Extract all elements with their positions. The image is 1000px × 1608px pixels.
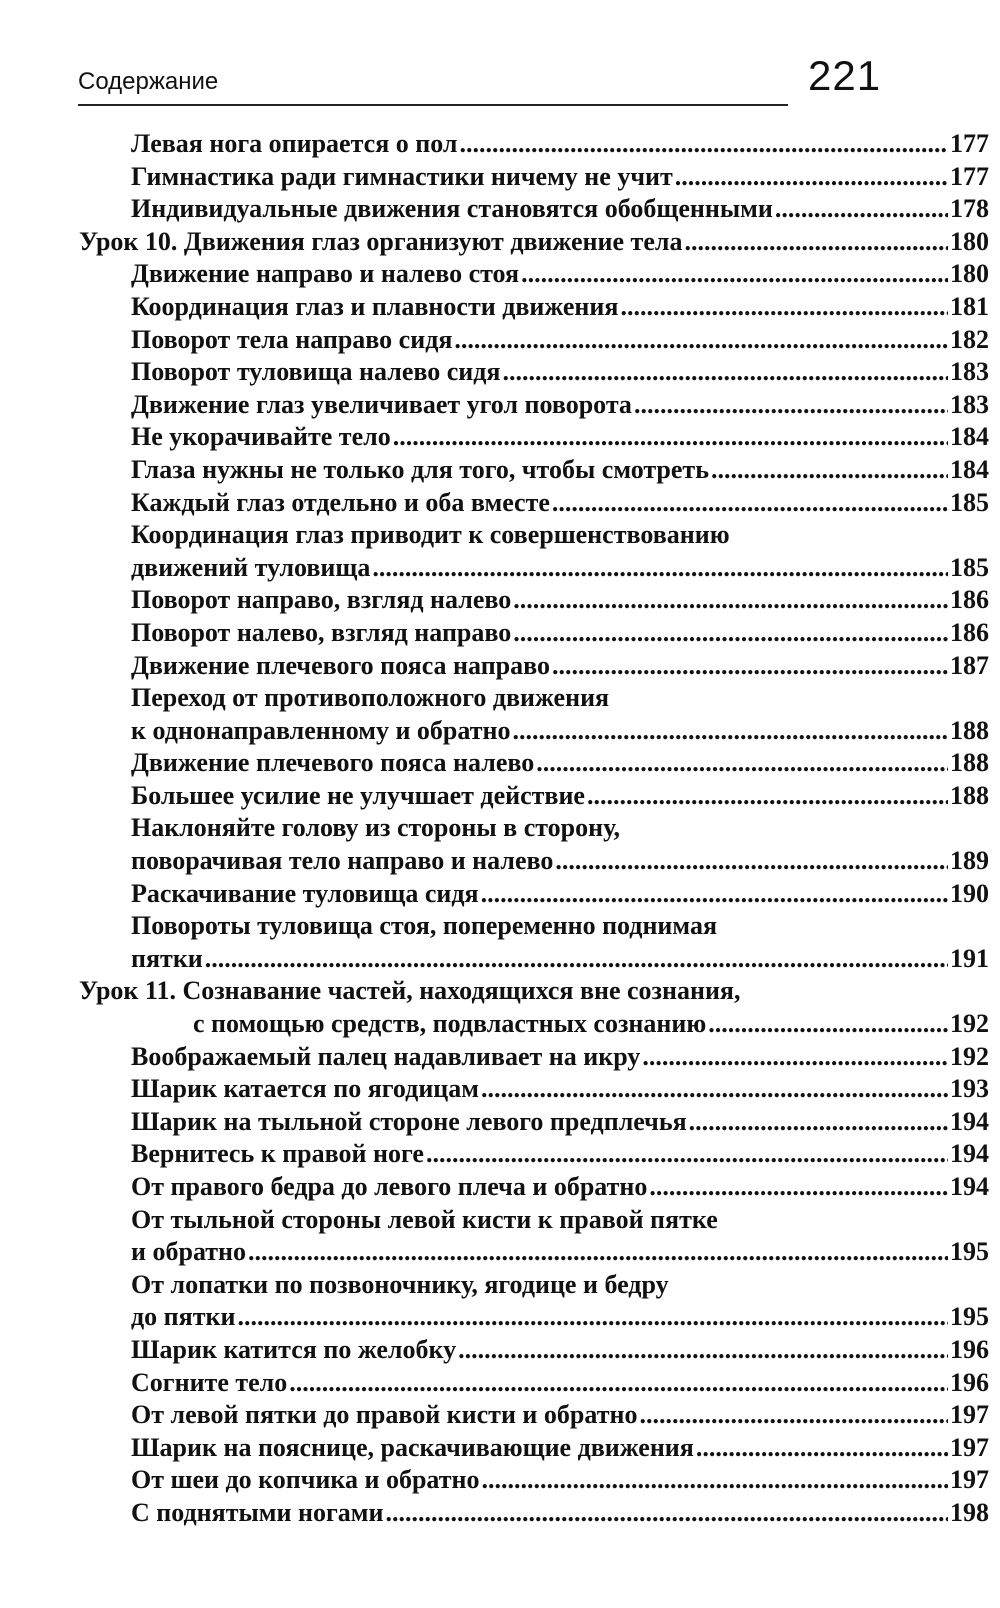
dot-leader bbox=[237, 1301, 948, 1334]
dot-leader bbox=[481, 1073, 948, 1106]
toc-entry-page: 180 bbox=[950, 226, 989, 256]
dot-leader bbox=[642, 1041, 948, 1074]
toc-entry-page: 189 bbox=[950, 846, 989, 876]
toc-entry bbox=[0, 1138, 1000, 1171]
toc-entry-page: 188 bbox=[950, 715, 989, 745]
toc-entry bbox=[0, 193, 1000, 226]
toc-entry-page: 184 bbox=[950, 422, 989, 452]
dot-leader bbox=[248, 1236, 948, 1269]
toc-entry-page: 188 bbox=[950, 748, 989, 778]
toc-entry-page: 196 bbox=[950, 1367, 989, 1397]
running-header bbox=[78, 52, 788, 106]
toc-entry-title: до пятки bbox=[131, 1302, 236, 1332]
toc-entry-title: Большее усилие не улучшает действие bbox=[131, 780, 585, 810]
dot-leader bbox=[513, 584, 948, 617]
toc-entry-page: 181 bbox=[950, 291, 989, 321]
toc-entry-title: С поднятыми ногами bbox=[131, 1497, 384, 1527]
dot-leader bbox=[675, 161, 948, 194]
toc-entry bbox=[0, 943, 1000, 976]
toc-lesson-entry bbox=[0, 226, 1000, 259]
dot-leader bbox=[649, 1171, 948, 1204]
toc-entry-title: От шеи до копчика и обратно bbox=[131, 1465, 480, 1495]
dot-leader bbox=[689, 1106, 948, 1139]
toc-entry bbox=[0, 552, 1000, 585]
toc-entry-title: Шарик катится по желобку bbox=[131, 1334, 457, 1364]
toc-entry-title: От левой пятки до правой кисти и обратно bbox=[131, 1400, 638, 1430]
toc-entry bbox=[0, 715, 1000, 748]
toc-entry-title: Движение плечевого пояса налево bbox=[131, 748, 535, 778]
dot-leader bbox=[521, 258, 948, 291]
toc-entry bbox=[0, 878, 1000, 911]
toc-entry-page: 178 bbox=[950, 194, 989, 224]
toc-entry bbox=[0, 1041, 1000, 1074]
toc-entry bbox=[0, 780, 1000, 813]
dot-leader bbox=[454, 324, 948, 357]
toc-entry bbox=[0, 1399, 1000, 1432]
toc-entry-title: поворачивая тело направо и налево bbox=[131, 846, 554, 876]
toc-lesson-first-line: Урок 11. Сознавание частей, находящихся вне сознания, bbox=[79, 976, 741, 1006]
toc-entry-page: 180 bbox=[950, 259, 989, 289]
toc-entry-page: 192 bbox=[950, 1041, 989, 1071]
toc-entry-title: Поворот направо, взгляд налево bbox=[131, 585, 512, 615]
toc-entry-title: Шарик катается по ягодицам bbox=[131, 1074, 479, 1104]
dot-leader bbox=[289, 1367, 948, 1400]
toc-entry-title: Каждый глаз отдельно и оба вместе bbox=[131, 487, 550, 517]
toc-entry-first-line: От тыльной стороны левой кисти к правой пятке bbox=[131, 1204, 718, 1234]
toc-entry-first-line: От лопатки по позвоночнику, ягодице и бедру bbox=[131, 1269, 669, 1299]
toc-entry-page: 186 bbox=[950, 585, 989, 615]
toc-entry bbox=[0, 1432, 1000, 1465]
dot-leader bbox=[426, 1138, 948, 1171]
toc-entry-title: Левая нога опирается о пол bbox=[131, 129, 458, 158]
dot-leader bbox=[552, 487, 948, 520]
dot-leader bbox=[634, 389, 948, 422]
toc-entry bbox=[0, 1367, 1000, 1400]
dot-leader bbox=[385, 1497, 948, 1530]
toc-entry-page: 184 bbox=[950, 454, 989, 484]
toc-entry bbox=[0, 1236, 1000, 1269]
toc-entry-page: 197 bbox=[950, 1400, 989, 1430]
page-number: 221 bbox=[808, 52, 882, 99]
toc-entry-title: Движение направо и налево стоя bbox=[131, 259, 520, 289]
toc-entry bbox=[0, 291, 1000, 324]
toc-entry-page: 195 bbox=[950, 1302, 989, 1332]
toc-entry bbox=[0, 1301, 1000, 1334]
toc-entry-page: 197 bbox=[950, 1432, 989, 1462]
toc-entry bbox=[0, 421, 1000, 454]
toc-entry-title: и обратно bbox=[131, 1237, 247, 1267]
toc-entry bbox=[0, 128, 1000, 161]
dot-leader bbox=[502, 356, 948, 389]
toc-entry-page: 196 bbox=[950, 1334, 989, 1364]
toc-entry-first-line: Координация глаз приводит к совершенствованию bbox=[131, 520, 730, 550]
toc-entry-page: 194 bbox=[950, 1139, 989, 1169]
toc-entry-title: Согните тело bbox=[131, 1367, 288, 1397]
dot-leader bbox=[696, 1432, 948, 1465]
toc-entry bbox=[0, 1464, 1000, 1497]
dot-leader bbox=[512, 715, 948, 748]
toc-entry bbox=[0, 747, 1000, 780]
toc-entry-first-line: Переход от противоположного движения bbox=[131, 683, 610, 713]
dot-leader bbox=[587, 780, 948, 813]
toc-entry-title: движений туловища bbox=[131, 552, 371, 582]
table-of-contents bbox=[0, 128, 1000, 1530]
toc-entry-title: Воображаемый палец надавливает на икру bbox=[131, 1041, 641, 1071]
toc-entry bbox=[0, 324, 1000, 357]
dot-leader bbox=[620, 291, 948, 324]
toc-entry-page: 183 bbox=[950, 357, 989, 387]
dot-leader bbox=[205, 943, 948, 976]
dot-leader bbox=[552, 650, 948, 683]
toc-entry-title: Раскачивание туловища сидя bbox=[131, 878, 479, 908]
dot-leader bbox=[639, 1399, 948, 1432]
toc-entry-page: 186 bbox=[950, 617, 989, 647]
toc-entry-title: Гимнастика ради гимнастики ничему не учит bbox=[131, 161, 673, 191]
toc-entry bbox=[0, 1334, 1000, 1367]
toc-entry-title: Шарик на тыльной стороне левого предплечья bbox=[131, 1106, 687, 1136]
toc-entry bbox=[0, 1073, 1000, 1106]
toc-entry-title: Поворот туловища налево сидя bbox=[131, 357, 501, 387]
dot-leader bbox=[708, 1008, 948, 1041]
toc-entry-page: 177 bbox=[950, 161, 989, 191]
toc-entry-page: 185 bbox=[950, 487, 989, 517]
toc-entry-title: Глаза нужны не только для того, чтобы смотреть bbox=[131, 454, 709, 484]
toc-entry bbox=[0, 1106, 1000, 1139]
toc-entry-page: 194 bbox=[950, 1106, 989, 1136]
toc-entry-title: Движение плечевого пояса направо bbox=[131, 650, 550, 680]
toc-entry-page: 188 bbox=[950, 780, 989, 810]
toc-entry-page: 194 bbox=[950, 1172, 989, 1201]
dot-leader bbox=[513, 617, 948, 650]
dot-leader bbox=[372, 552, 948, 585]
toc-entry bbox=[0, 617, 1000, 650]
dot-leader bbox=[393, 421, 948, 454]
toc-entry-page: 192 bbox=[950, 1009, 989, 1039]
toc-entry-title: Поворот тела направо сидя bbox=[131, 324, 453, 354]
toc-entry-page: 195 bbox=[950, 1237, 989, 1267]
dot-leader bbox=[482, 1464, 949, 1497]
toc-entry-title: Вернитесь к правой ноге bbox=[131, 1139, 424, 1169]
dot-leader bbox=[481, 878, 948, 911]
toc-entry bbox=[0, 650, 1000, 683]
toc-entry-page: 198 bbox=[950, 1497, 989, 1527]
toc-entry bbox=[0, 454, 1000, 487]
dot-leader bbox=[775, 193, 948, 226]
toc-entry bbox=[0, 845, 1000, 878]
toc-entry-page: 187 bbox=[950, 650, 989, 680]
toc-entry-page: 177 bbox=[950, 129, 989, 158]
toc-entry-page: 183 bbox=[950, 389, 989, 419]
toc-entry bbox=[0, 258, 1000, 291]
dot-leader bbox=[711, 454, 948, 487]
toc-entry bbox=[0, 1497, 1000, 1530]
toc-entry-title: От правого бедра до левого плеча и обратно bbox=[131, 1172, 648, 1201]
dot-leader bbox=[555, 845, 948, 878]
dot-leader bbox=[684, 226, 948, 259]
toc-lesson-entry bbox=[0, 1008, 1000, 1041]
dot-leader bbox=[458, 1334, 948, 1367]
toc-entry-title: Урок 10. Движения глаз организуют движение тела bbox=[79, 226, 683, 256]
toc-entry-title: Шарик на пояснице, раскачивающие движения bbox=[131, 1432, 694, 1462]
toc-entry-title: к однонаправленному и обратно bbox=[131, 715, 511, 745]
toc-entry-page: 191 bbox=[950, 943, 989, 973]
toc-entry-title: Движение глаз увеличивает угол поворота bbox=[131, 389, 632, 419]
toc-entry bbox=[0, 584, 1000, 617]
toc-entry bbox=[0, 487, 1000, 520]
toc-entry-page: 197 bbox=[950, 1465, 989, 1495]
toc-entry-page: 190 bbox=[950, 878, 989, 908]
toc-entry bbox=[0, 161, 1000, 194]
dot-leader bbox=[460, 128, 948, 161]
toc-entry-page: 182 bbox=[950, 324, 989, 354]
toc-entry bbox=[0, 389, 1000, 422]
toc-entry-title: Не укорачивайте тело bbox=[131, 422, 391, 452]
toc-entry-title: с помощью средств, подвластных сознанию bbox=[193, 1009, 707, 1039]
dot-leader bbox=[536, 747, 948, 780]
toc-entry-page: 193 bbox=[950, 1074, 989, 1104]
toc-entry-page: 185 bbox=[950, 552, 989, 582]
toc-entry-first-line: Наклоняйте голову из стороны в сторону, bbox=[131, 813, 621, 843]
toc-entry-title: Поворот налево, взгляд направо bbox=[131, 617, 512, 647]
toc-entry-title: Индивидуальные движения становятся обобщенными bbox=[131, 194, 773, 224]
toc-entry bbox=[0, 1171, 1000, 1204]
toc-entry-first-line: Повороты туловища стоя, попеременно поднимая bbox=[131, 911, 718, 941]
toc-entry-title: Координация глаз и плавности движения bbox=[131, 291, 619, 321]
toc-entry-title: пятки bbox=[131, 943, 203, 973]
toc-entry bbox=[0, 356, 1000, 389]
header-section-title: Содержание bbox=[78, 68, 219, 95]
